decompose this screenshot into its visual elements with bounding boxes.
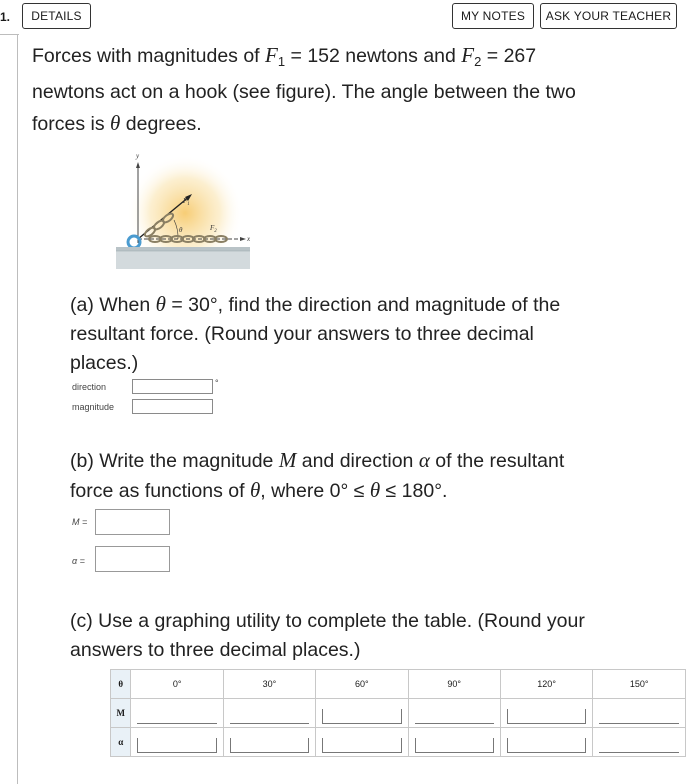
ask-teacher-button[interactable]: ASK YOUR TEACHER <box>540 3 677 29</box>
m-input-0[interactable] <box>137 709 216 724</box>
table-cell <box>593 728 686 757</box>
m-input-60[interactable] <box>322 709 401 724</box>
direction-input[interactable] <box>132 379 213 394</box>
divider <box>17 34 18 784</box>
hook-forces-figure <box>110 148 260 273</box>
column-header: 150° <box>593 670 686 699</box>
column-header: 60° <box>316 670 408 699</box>
degree-unit: ° <box>215 378 219 388</box>
theta-label: θ <box>179 226 183 234</box>
table-cell <box>500 699 593 728</box>
table-cell <box>316 699 408 728</box>
row-header-m: M <box>111 699 131 728</box>
alpha-input-0[interactable] <box>137 738 216 753</box>
m-input-90[interactable] <box>415 709 494 724</box>
table-cell <box>131 699 223 728</box>
x-axis-label: x <box>247 235 251 243</box>
part-a-text: (a) When θ = 30°, find the direction and magnitude of the resultant force. (Round your answers to three decimal places.) <box>70 292 561 374</box>
table-cell <box>223 699 315 728</box>
values-table <box>110 669 686 757</box>
alpha-input-120[interactable] <box>507 738 587 753</box>
row-header-theta: θ <box>111 670 131 699</box>
alpha-function-input[interactable] <box>95 546 170 572</box>
question-number: 1. <box>0 10 11 24</box>
table-row <box>111 670 686 699</box>
table-cell <box>593 699 686 728</box>
table-cell <box>408 699 500 728</box>
y-axis-label: y <box>136 152 140 160</box>
m-input-30[interactable] <box>230 709 309 724</box>
table-cell <box>408 728 500 757</box>
column-header: 0° <box>131 670 223 699</box>
part-b-text: (b) Write the magnitude M and direction α of the resultant force as functions of θ, where 0° ≤ θ ≤ 180°. <box>70 448 565 502</box>
table-row <box>111 728 686 757</box>
direction-label: direction <box>72 382 107 392</box>
column-header: 90° <box>408 670 500 699</box>
details-button[interactable]: DETAILS <box>22 3 91 29</box>
problem-text: Forces with magnitudes of $F_1 = 152$ newtons and $F_2 = 267$ newtons act on a hook (see figure). The angle between the two forces is θ degrees. <box>32 43 576 135</box>
y-axis-arrowhead <box>136 162 140 168</box>
my-notes-button[interactable]: MY NOTES <box>452 3 534 29</box>
table-cell <box>500 728 593 757</box>
column-header: 120° <box>500 670 593 699</box>
magnitude-label: magnitude <box>72 402 115 412</box>
table-cell <box>131 728 223 757</box>
row-header-alpha: α <box>111 728 131 757</box>
table-row <box>111 699 686 728</box>
alpha-input-90[interactable] <box>415 738 494 753</box>
m-input-120[interactable] <box>507 709 587 724</box>
mount-wall <box>116 251 250 269</box>
m-label: M = <box>72 517 88 527</box>
alpha-input-30[interactable] <box>230 738 309 753</box>
alpha-input-60[interactable] <box>322 738 401 753</box>
f1-label: $F_1$ <box>183 197 190 207</box>
x-axis-arrowhead <box>240 237 246 241</box>
alpha-label: α = <box>72 556 85 566</box>
m-input-150[interactable] <box>599 709 679 724</box>
column-header: 30° <box>223 670 315 699</box>
alpha-input-150[interactable] <box>599 738 679 753</box>
magnitude-input[interactable] <box>132 399 213 414</box>
f2-label: $F_2$ <box>210 224 217 234</box>
table-cell <box>316 728 408 757</box>
part-c-text: (c) Use a graphing utility to complete the table. (Round your answers to three decimal places.) <box>70 610 585 661</box>
mount-plate <box>116 247 250 251</box>
table-cell <box>223 728 315 757</box>
m-function-input[interactable] <box>95 509 170 535</box>
